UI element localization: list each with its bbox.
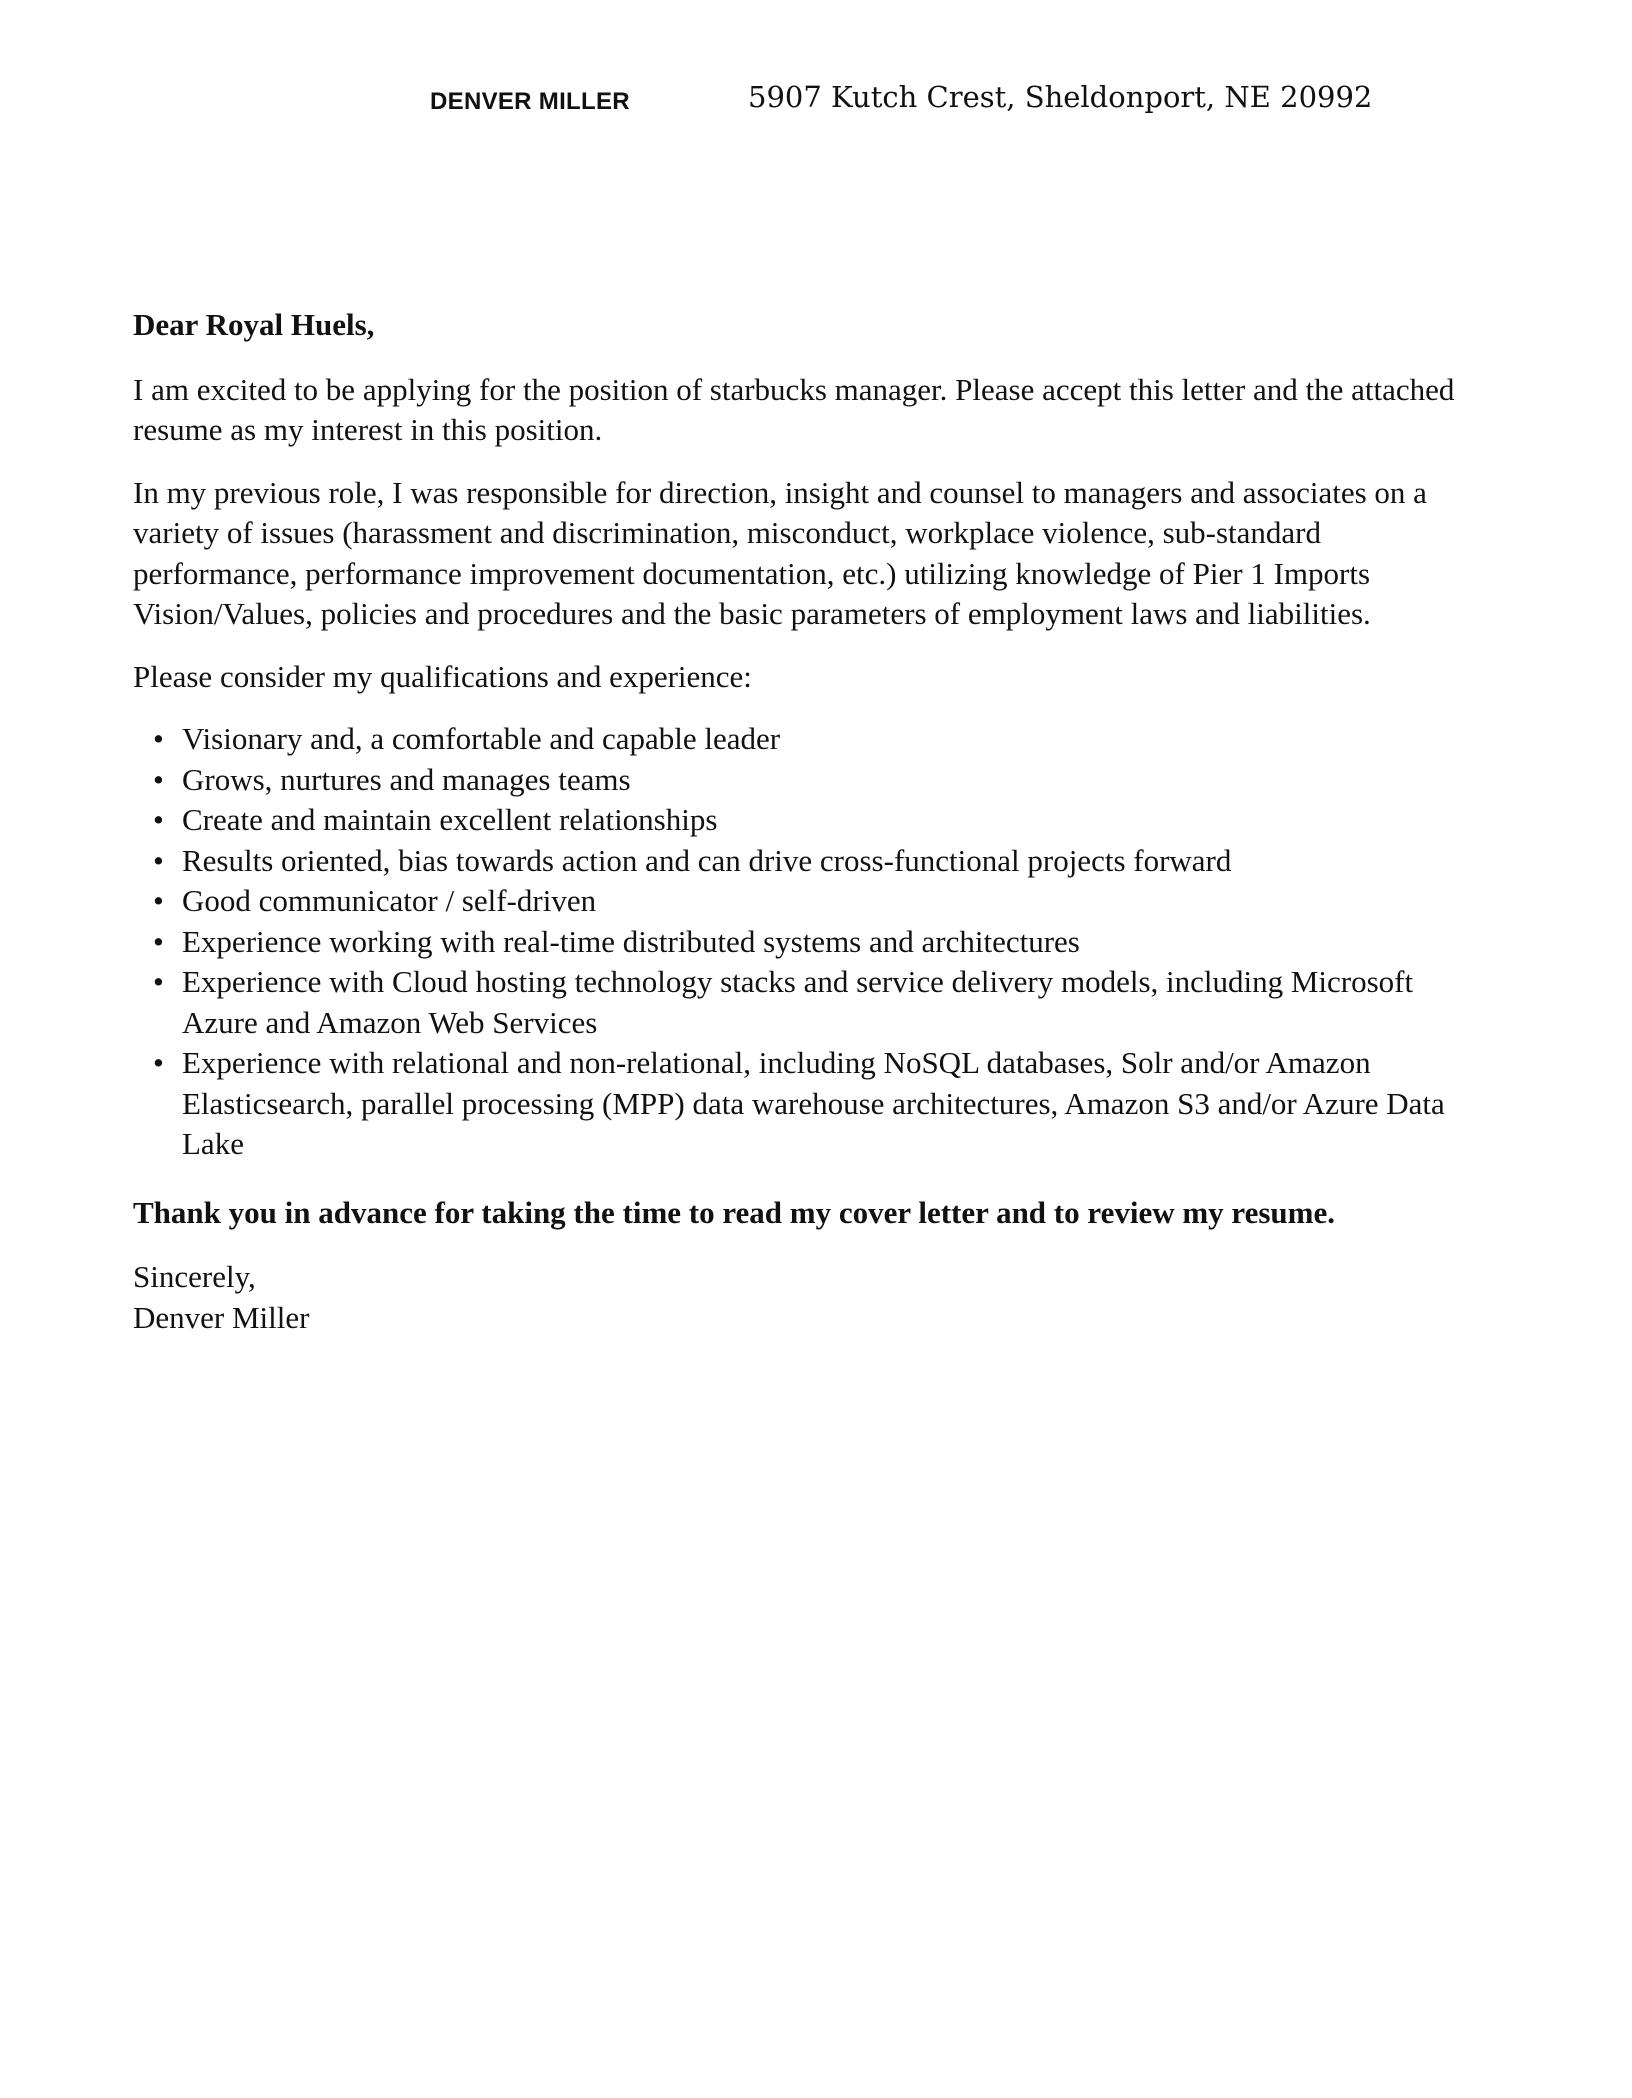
- list-item: [133, 1043, 1493, 1165]
- qualifications-intro: Please consider my qualifications and experience:: [133, 658, 752, 694]
- qualification-text: Visionary and, a comfortable and capable leader: [182, 721, 781, 756]
- list-item: [133, 962, 1493, 1043]
- list-item: [133, 719, 1493, 760]
- list-item: [133, 922, 1493, 963]
- letter-header: [0, 80, 1632, 124]
- bullet-icon: •: [153, 923, 164, 959]
- bullet-icon: •: [153, 964, 164, 999]
- experience-paragraph: In my previous role, I was responsible for direction, insight and counsel to managers and associates on a variety of issues (harassment and discrimination, misconduct, workplace violence, sub-standard performance, performance improvement documentation, etc.) utilizing knowledge of Pier 1 Imports Vision/Values, policies and procedures and the basic parameters of employment laws and liabilities.: [133, 474, 1427, 631]
- list-item: [133, 881, 1493, 922]
- signature-name: Denver Miller: [133, 1299, 310, 1335]
- qualification-text: Grows, nurtures and manages teams: [182, 761, 631, 797]
- qualification-text: Results oriented, bias towards action and can drive cross-functional projects forward: [182, 842, 1232, 878]
- intro-paragraph: I am excited to be applying for the position of starbucks manager. Please accept this letter and the attached resume as my interest in this position.: [133, 371, 1455, 447]
- sender-address: 5907 Kutch Crest, Sheldonport, NE 20992: [748, 80, 1373, 114]
- qualification-text: Experience with relational and non-relational, including NoSQL databases, Solr and/or Amazon Elasticsearch, parallel processing (MPP) data warehouse architectures, Amazon S3 and/or Azure Data Lake: [182, 1045, 1445, 1161]
- signoff: Sincerely,: [133, 1259, 256, 1294]
- thank-you-line: Thank you in advance for taking the time to read my cover letter and to review my resume.: [133, 1194, 1336, 1230]
- bullet-icon: •: [153, 721, 164, 756]
- bullet-icon: •: [153, 842, 164, 878]
- qualification-text: Experience with Cloud hosting technology stacks and service delivery models, including Microsoft Azure and Amazon Web Services: [182, 964, 1414, 1040]
- qualifications-list: [133, 719, 1493, 1165]
- list-item: [133, 800, 1493, 841]
- list-item: [133, 841, 1493, 882]
- bullet-icon: •: [153, 883, 164, 918]
- qualification-text: Good communicator / self-driven: [182, 883, 597, 918]
- salutation: Dear Royal Huels,: [133, 307, 375, 342]
- letter-body: [133, 305, 1493, 1338]
- qualification-text: Create and maintain excellent relationships: [182, 802, 718, 837]
- bullet-icon: •: [153, 802, 164, 837]
- sender-name: DENVER MILLER: [430, 88, 630, 115]
- list-item: [133, 760, 1493, 801]
- bullet-icon: •: [153, 761, 164, 797]
- bullet-icon: •: [153, 1045, 164, 1080]
- qualification-text: Experience working with real-time distributed systems and architectures: [182, 923, 1080, 959]
